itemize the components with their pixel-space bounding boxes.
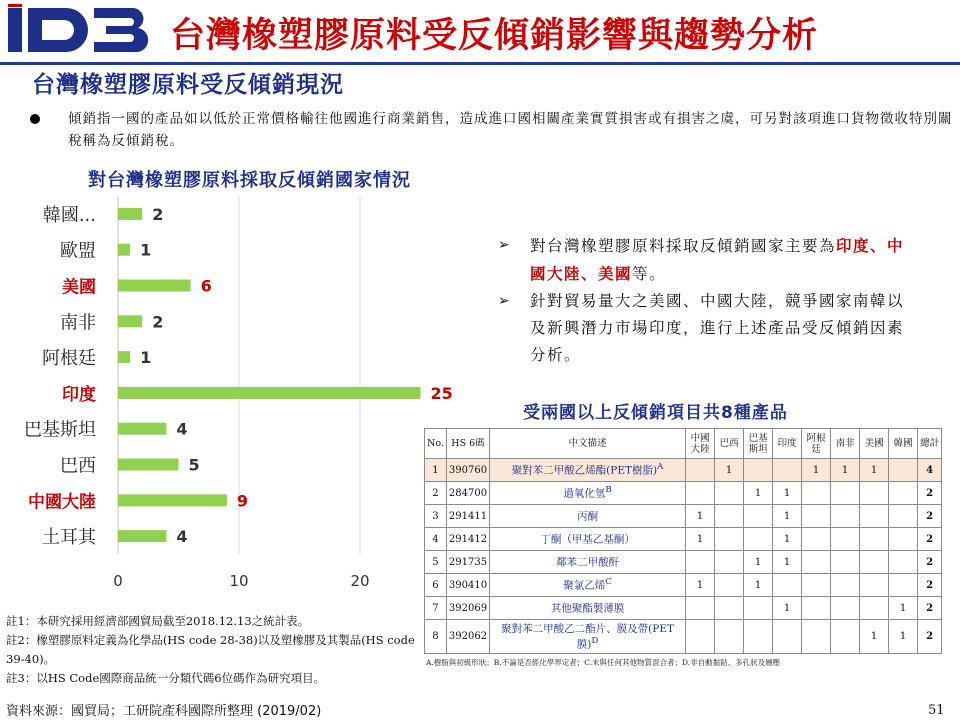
cell-no: 4 [425,528,447,551]
cell-desc-text: 過氧化氫 [563,487,606,500]
idb-logo-icon [6,4,156,56]
x-tick-label: 0 [113,572,123,590]
bar [118,244,130,256]
chart-title: 對台灣橡塑膠原料採取反傾銷國家情況 [88,170,411,191]
cell-no: 5 [425,551,447,574]
table-row [425,459,942,482]
cell-desc-sup: A [657,462,664,473]
col-header-total: 總計 [918,429,942,459]
cell-desc [490,528,686,551]
cell-country-value [831,597,860,620]
cell-no: 7 [425,597,447,620]
category-label: 韓國... [42,204,96,226]
cell-country-value [715,551,744,574]
cell-country-value [802,620,831,654]
note-2: 註2：橡塑膠原料定義為化學品(HS code 28-38)以及塑橡膠及其製品(HS code 39-40)。 [6,633,415,666]
cell-country-value: 1 [686,505,715,528]
section-title: 台灣橡塑膠原料受反傾銷現況 [32,72,344,98]
col-header-usa: 美國 [860,429,889,459]
bar [118,530,166,542]
cell-country-value [715,482,744,505]
cell-hs: 392069 [446,597,489,620]
col-header-china: 中國大陸 [686,429,715,459]
cell-desc-sup: D [591,636,599,647]
col-header-hs: HS 6碼 [446,429,489,459]
data-label: 1 [140,348,152,368]
bullet-dot-icon [30,114,40,124]
table-row [425,482,942,505]
cell-desc [490,574,686,597]
cell-country-value [744,505,773,528]
bar [118,315,142,327]
cell-desc-sup: C [605,577,612,588]
col-header-pakistan: 巴基斯坦 [744,429,773,459]
bar [118,351,130,363]
cell-country-value: 1 [773,528,802,551]
cell-country-value [860,528,889,551]
table-row [425,574,942,597]
data-label: 5 [188,455,200,475]
cell-desc-text: 聚對苯二甲酸乙二酯片、膜及帶(PET膜) [501,623,674,651]
cell-country-value: 1 [715,459,744,482]
cell-desc-text: 丁酮（甲基乙基酮） [540,533,635,546]
cell-country-value [889,505,918,528]
x-tick-label: 20 [350,572,370,590]
cell-country-value [773,574,802,597]
category-label: 阿根廷 [42,348,96,370]
cell-total: 2 [918,505,942,528]
cell-country-value [715,505,744,528]
cell-country-value: 1 [889,620,918,654]
right-bullet-1 [498,232,918,288]
title-divider [0,62,960,65]
cell-country-value [715,574,744,597]
cell-hs: 390760 [446,459,489,482]
cell-country-value [686,459,715,482]
cell-country-value: 1 [860,459,889,482]
cell-country-value: 1 [860,620,889,654]
cell-desc [490,620,686,654]
cell-country-value [889,528,918,551]
cell-country-value: 1 [831,459,860,482]
data-label: 25 [430,383,453,403]
cell-total: 2 [918,620,942,654]
table-row [425,597,942,620]
cell-country-value: 1 [773,597,802,620]
cell-hs: 291735 [446,551,489,574]
cell-country-value [831,482,860,505]
cell-country-value: 1 [686,528,715,551]
intro-bullet-text: 傾銷指一國的產品如以低於正常價格輸往他國進行商業銷售，造成進口國相關產業實質損害或有損害之虞，可另對該項進口貨物徵收特別關稅稱為反傾銷稅。 [68,111,953,149]
category-label: 歐盟 [60,240,96,262]
cell-total: 2 [918,482,942,505]
bar [118,280,191,292]
cell-country-value [889,482,918,505]
table-title: 受兩國以上反傾銷項目共8種產品 [523,403,788,423]
data-label: 4 [176,419,188,439]
cell-country-value [860,482,889,505]
cell-country-value [715,528,744,551]
cell-desc-text: 聚對苯二甲酸乙烯酯(PET樹脂) [511,464,658,477]
product-table [424,428,942,654]
cell-country-value: 1 [773,505,802,528]
cell-country-value [889,551,918,574]
cell-no: 8 [425,620,447,654]
category-label: 土耳其 [42,527,96,549]
cell-country-value: 1 [744,574,773,597]
data-label: 4 [176,527,188,547]
table-row [425,620,942,654]
cell-country-value [744,620,773,654]
cell-country-value: 1 [744,482,773,505]
col-header-brazil: 巴西 [715,429,744,459]
cell-total: 4 [918,459,942,482]
cell-country-value [715,620,744,654]
data-label: 9 [236,491,249,511]
cell-total: 2 [918,551,942,574]
bar [118,387,421,399]
right-bullet-1-pre: 對台灣橡塑膠原料採取反傾銷國家主要為 [530,237,837,255]
cell-total: 2 [918,597,942,620]
category-label: 南非 [60,312,96,334]
cell-hs: 284700 [446,482,489,505]
cell-country-value [860,597,889,620]
table-row [425,505,942,528]
cell-country-value [889,459,918,482]
data-label: 1 [140,240,152,260]
right-bullet-1-highlight: 印度、中國大陸、美國 [530,236,905,283]
cell-total: 2 [918,528,942,551]
cell-no: 3 [425,505,447,528]
bar [118,423,166,435]
cell-desc-text: 鄰苯二甲酸酐 [556,556,620,569]
category-label: 印度 [62,384,96,405]
cell-no: 6 [425,574,447,597]
note-3: 註3：以HS Code國際商品統一分類代碼6位碼作為研究項目。 [6,671,326,685]
bar [118,208,142,220]
cell-hs: 390410 [446,574,489,597]
cell-country-value [860,574,889,597]
cell-country-value [686,620,715,654]
page-title: 台灣橡塑膠原料受反傾銷影響與趨勢分析 [170,16,819,56]
category-label: 巴西 [60,455,96,477]
header [0,0,960,66]
cell-country-value [831,528,860,551]
cell-desc-text: 丙酮 [577,510,599,523]
cell-country-value [715,597,744,620]
cell-country-value [860,551,889,574]
cell-no: 2 [425,482,447,505]
col-header-argentina: 阿根廷 [802,429,831,459]
cell-country-value [831,574,860,597]
col-header-no: No. [425,429,447,459]
cell-country-value [802,505,831,528]
data-label: 2 [152,312,164,332]
cell-desc-text: 聚氯乙烯 [563,579,606,592]
cell-country-value [802,528,831,551]
cell-country-value: 1 [686,574,715,597]
right-bullet-2-text: 針對貿易量大之美國、中國大陸，競爭國家南韓以及新興潛力市場印度，進行上述產品受反傾銷因素分析。 [530,292,905,364]
x-tick-label: 10 [229,572,249,590]
cell-no: 1 [425,459,447,482]
col-header-desc: 中文描述 [490,429,686,459]
cell-hs: 392062 [446,620,489,654]
table-row [425,551,942,574]
col-header-south-africa: 南非 [831,429,860,459]
arrow-bullet-icon: ➢ [498,237,512,253]
cell-country-value [860,505,889,528]
cell-country-value [744,597,773,620]
cell-country-value [773,620,802,654]
cell-country-value [889,574,918,597]
cell-country-value [686,551,715,574]
cell-country-value [802,551,831,574]
cell-country-value [802,482,831,505]
note-1: 註1：本研究採用經濟部國貿局截至2018.12.13之統計表。 [6,614,310,628]
cell-country-value [831,551,860,574]
cell-country-value [802,574,831,597]
cell-country-value [773,459,802,482]
cell-country-value: 1 [889,597,918,620]
data-label: 2 [152,204,164,224]
table-row [425,528,942,551]
cell-desc [490,551,686,574]
cell-country-value: 1 [744,551,773,574]
arrow-bullet-icon: ➢ [498,293,512,309]
idb-logo [6,4,156,56]
cell-desc [490,459,686,482]
cell-country-value [802,597,831,620]
cell-country-value [744,528,773,551]
right-bullet-1-post: 等。 [632,265,667,283]
bar [118,494,227,506]
bar [118,459,179,471]
page-number: 51 [928,703,945,718]
cell-desc-sup: B [605,485,612,496]
cell-country-value [744,459,773,482]
right-bullet-2 [498,288,918,369]
col-header-korea: 韓國 [889,429,918,459]
cell-country-value [831,505,860,528]
notes [6,612,420,688]
cell-country-value: 1 [773,482,802,505]
cell-desc [490,597,686,620]
cell-desc [490,482,686,505]
cell-country-value: 1 [773,551,802,574]
category-label: 中國大陸 [28,492,96,513]
col-header-india: 印度 [773,429,802,459]
data-label: 6 [200,276,212,296]
cell-country-value: 1 [802,459,831,482]
cell-desc-text: 其他聚酯製薄膜 [550,602,625,615]
category-label: 巴基斯坦 [24,419,96,441]
category-label: 美國 [62,277,96,298]
table-header-row [425,429,942,459]
cell-country-value [686,597,715,620]
source-text: 資料來源：國貿局；工研院產科國際所整理 (2019/02) [6,704,322,719]
table-footnote: A.樹脂與初級形狀；B.不論是否經化學界定者；C.未與任何其他物質混合者；D.非自動黏貼、多孔狀及層壓 [426,658,781,667]
cell-hs: 291412 [446,528,489,551]
cell-country-value [686,482,715,505]
right-bullets [498,232,918,369]
cell-total: 2 [918,574,942,597]
cell-hs: 291411 [446,505,489,528]
cell-country-value [831,620,860,654]
cell-desc [490,505,686,528]
